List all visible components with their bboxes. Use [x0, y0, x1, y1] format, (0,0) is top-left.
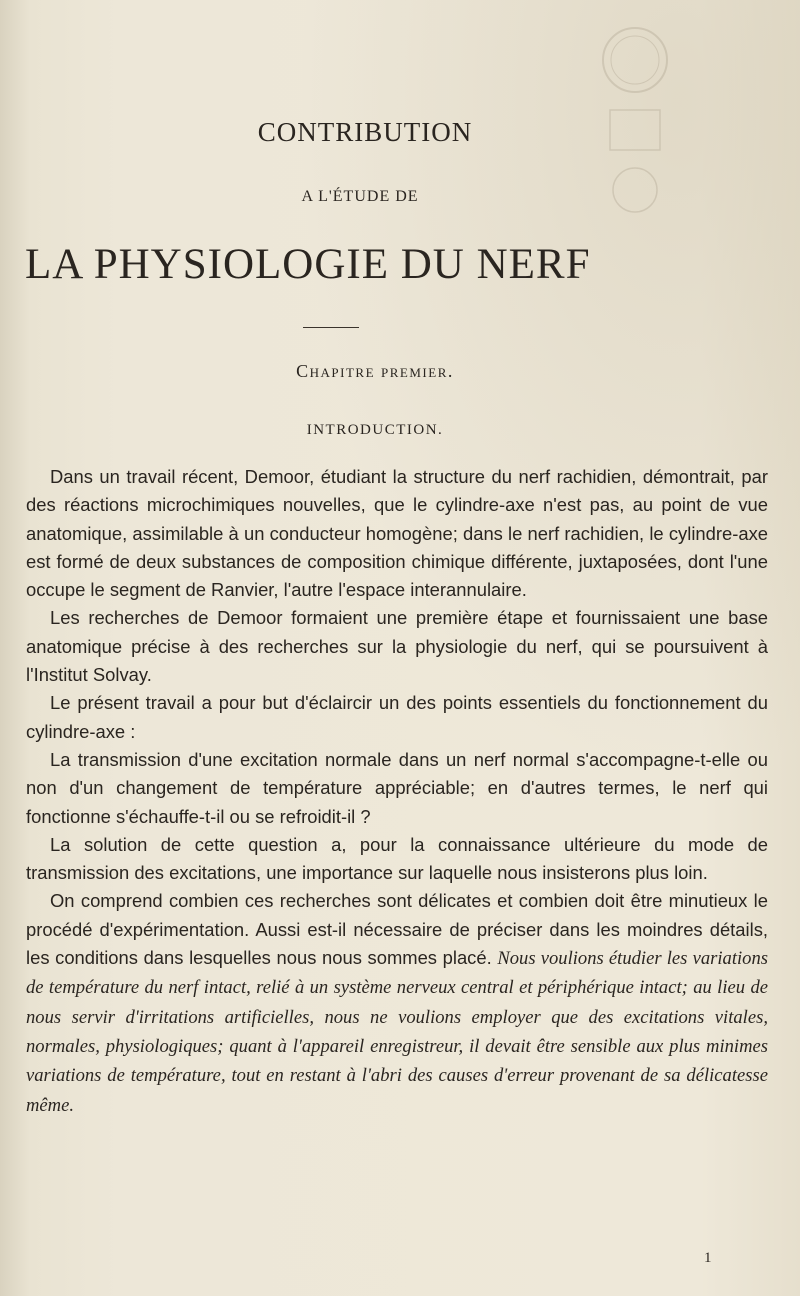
page-number: 1 [704, 1250, 712, 1266]
body-text [26, 463, 768, 1120]
paragraph: La transmission d'une excitation normale dans un nerf normal s'accompagne-t-elle ou non d'un changement de température appréciable; en d'autres termes, le nerf qui fonctionne s'échauffe-t-il ou se refroidit-il ? [26, 748, 768, 827]
paragraph: La solution de cette question a, pour la connaissance ultérieure du mode de transmission des excitations, une importance sur laquelle nous insisterons plus loin. [26, 833, 768, 884]
paragraph-text: On comprend combien ces recherches sont délicates et combien doit être minutieux le procédé d'expérimentation. Aussi est-il nécessaire de préciser dans les moindres détails, les conditions dans lesquelles nous nous sommes placé. [26, 890, 768, 969]
title-contribution: CONTRIBUTION [257, 117, 473, 147]
page-title: LA PHYSIOLOGIE DU NERF [25, 241, 591, 288]
paragraph: Le présent travail a pour but d'éclaircir un des points essentiels du fonctionnement du cylindre-axe : [26, 692, 768, 742]
paragraph-italic-text: Nous voulions étudier les variations de température du nerf intact, relié à un système nerveux central et périphérique intact; au lieu de nous servir d'irritations artificielles, nous ne voulions employer que des excitations vitales, normales, physiologiques; quant à l'appareil enregistreur, il devait être sensible aux plus minimes variations de température, tout en restant à l'abri des causes d'erreur provenant de sa délicatesse même. [26, 948, 768, 1116]
paragraph [26, 887, 768, 1119]
title-divider [303, 327, 359, 328]
section-heading: INTRODUCTION. [306, 422, 444, 438]
paragraph: Les recherches de Demoor formaient une première étape et fournissaient une base anatomique précise à des recherches sur la physiologie du nerf, qui se poursuivent à l'Institut Solvay. [26, 607, 768, 686]
paragraph: Dans un travail récent, Demoor, étudiant la structure du nerf rachidien, démontrait, par des réactions microchimiques nouvelles, que le cylindre-axe n'est pas, au point de vue anatomique, assimilable à un conducteur homogène; dans le nerf rachidien, le cylindre-axe est formé de deux substances de composition chimique différente, juxtaposées, dont l'une occupe le segment de Ranvier, l'autre l'espace interannulaire. [26, 466, 768, 601]
title-subtitle: A L'ÉTUDE DE [301, 188, 419, 205]
chapter-heading: Chapitre premier. [296, 361, 454, 381]
